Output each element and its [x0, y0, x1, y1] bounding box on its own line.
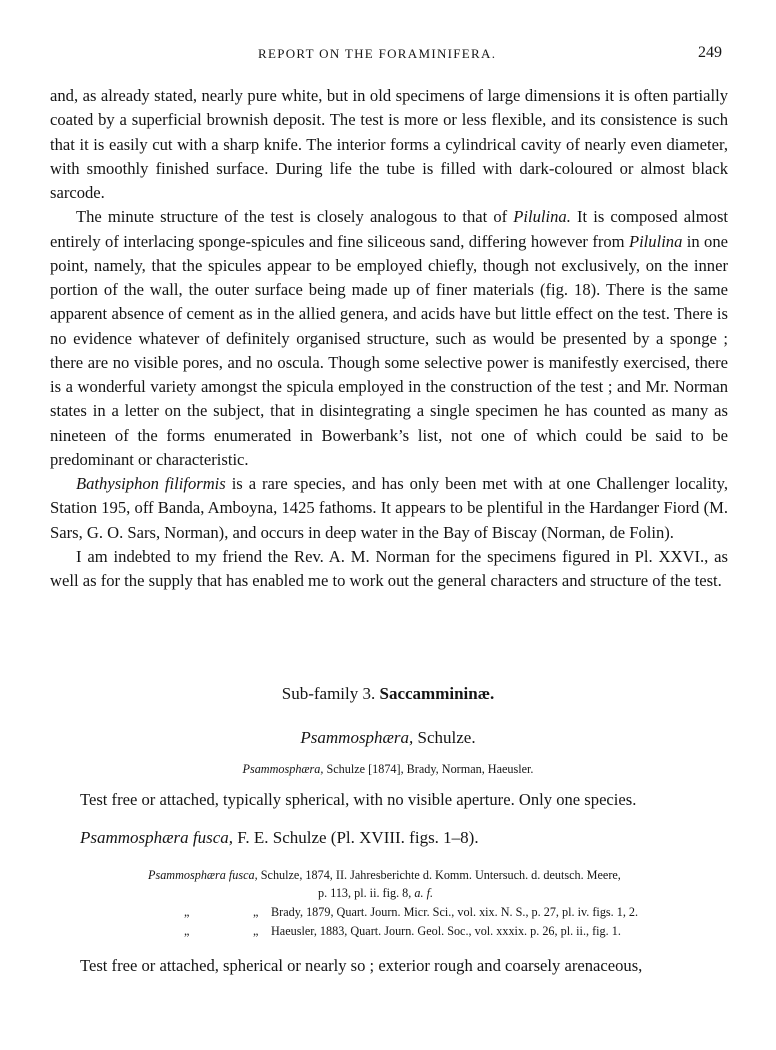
paragraph-2-text-b: It is composed almost entirely of interlacing sponge-spicules and fine siliceous sand, differing however from [50, 207, 729, 251]
subfamily-name: Saccammininæ. [379, 684, 495, 703]
synonymy-entry-1 [148, 868, 621, 883]
running-title: REPORT ON THE FORAMINIFERA. [258, 46, 497, 61]
genus-heading [0, 728, 776, 748]
ditto-mark: „ [184, 905, 190, 919]
page-number: 249 [698, 44, 722, 61]
paragraph-4: I am indebted to my friend the Rev. A. M. Norman for the specimens figured in Pl. XXVI., as well as for the supply that has enabled me to work out the general characters and structure of the test. [50, 546, 728, 590]
genus-reference [0, 762, 776, 777]
paragraph-1: and, as already stated, nearly pure white, but in old specimens of large dimensions it is often partially coated by a superficial brownish deposit. The test is more or less flexible, and its consistence is such that it is easily cut with a sharp knife. The interior forms a cylindrical cavity of nearly even diameter, with smoothly finished surface. During life the tube is filled with dark-coloured or almost black sarcode. [50, 86, 728, 202]
paragraph-3-text: is a rare species, and has only been met with at one Challenger locality, Station 195, off Banda, Amboyna, 1425 fathoms. It appears to be plentiful in the Hardanger Fiord (M. Sars, G. O. Sars, Norman), and occurs in deep water in the Bay of Biscay (Norman, de Folin). [50, 474, 729, 542]
genus-name-pilulina: Pilulina. [513, 207, 571, 227]
ditto-mark: „ [253, 924, 259, 938]
subfamily-heading [0, 684, 776, 704]
synonymy-entry-3-text: Haeusler, 1883, Quart. Journ. Geol. Soc., vol. xxxix. p. 26, pl. ii., fig. 1. [271, 924, 621, 938]
paragraph-2 [50, 205, 728, 472]
body-text [50, 84, 728, 593]
genus-name: Psammosphæra, [300, 728, 414, 747]
synonymy-entry-1-cont-italic: a. f. [414, 886, 433, 900]
species-authority: F. E. Schulze (Pl. XVIII. figs. 1–8). [233, 828, 479, 847]
paragraph-2-text-c: in one point, namely, that the spicules appear to be employed chiefly, though not exclusively, on the inner portion of the wall, the outer surface being made up of finer materials (fig. 18). There is the same apparent absence of cement as in the allied genera, and acids have but little effect on the test. There is no evidence whatever of definitely organised structure, such as would be presented by a sponge ; there are no visible pores, and no oscula. Though some selective power is manifestly exercised, there is a wonderful variety amongst the spicula employed in the construction of the test ; and Mr. Norman states in a letter on the subject, that in disintegrating a single specimen he has counted as many as nineteen of the forms enumerated in Bowerbank’s list, not one of which could be said to be predominant or characteristic. [50, 231, 728, 469]
synonymy-species-name: Psammosphæra fusca, [148, 868, 258, 882]
paragraph-3 [50, 472, 728, 545]
genus-description: Test free or attached, typically spherical, with no visible aperture. Only one species. [80, 790, 637, 809]
species-description: Test free or attached, spherical or nearly so ; exterior rough and coarsely arenaceous, [80, 956, 643, 975]
genus-name-pilulina: Pilulina [628, 231, 683, 251]
genus-author: Schulze. [413, 728, 476, 747]
species-name: Psammosphæra fusca, [80, 828, 234, 847]
species-heading [80, 828, 479, 848]
synonymy-entry-1-continued [318, 886, 433, 901]
genus-ref-name: Psammosphæra, [242, 762, 324, 776]
genus-ref-text: Schulze [1874], Brady, Norman, Haeusler. [323, 762, 534, 776]
ditto-mark: „ [253, 905, 259, 919]
ditto-mark: „ [184, 924, 190, 938]
synonymy-entry-2-text: Brady, 1879, Quart. Journ. Micr. Sci., vol. xix. N. S., p. 27, pl. iv. figs. 1, 2. [271, 905, 639, 919]
synonymy-entry-1-text: Schulze, 1874, II. Jahresberichte d. Komm. Untersuch. d. deutsch. Meere, [257, 868, 621, 882]
paragraph-2-text-a: The minute structure of the test is closely analogous to that of [76, 207, 514, 227]
species-name-bathysiphon: Bathysiphon filiformis [76, 474, 226, 493]
synonymy-entry-1-cont-text: p. 113, pl. ii. fig. 8, [318, 886, 415, 900]
subfamily-prefix: Sub-family 3. [281, 684, 376, 703]
page-header [0, 44, 776, 66]
